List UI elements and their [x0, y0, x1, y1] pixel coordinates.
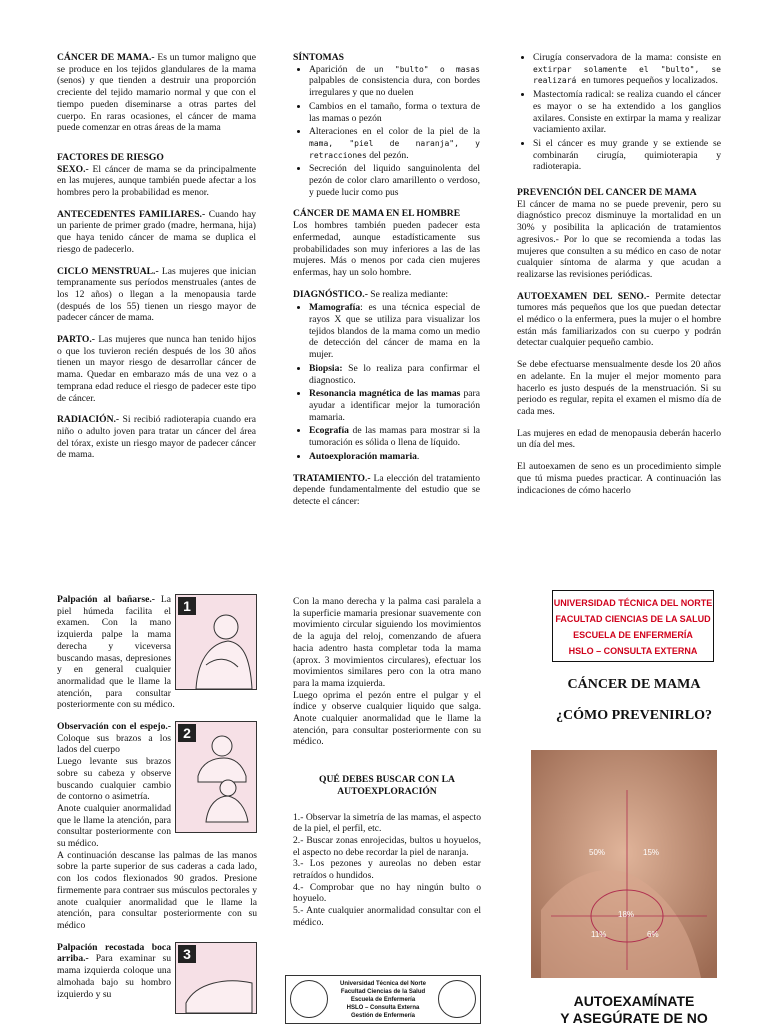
paragraph: Luego levante sus brazos sobre su cabeza y observe buscando cualquier cambio de contorno o asimetría. — [57, 756, 171, 803]
ciclo-section: CICLO MENSTRUAL.- Las mujeres que inician tempranamente sus períodos menstruales (antes de los 12 años) o llegan a la menopausia tarde (después de los 55) tienen un riesgo mayor de padecer cáncer de mama. — [57, 265, 256, 324]
university-seal-icon — [290, 980, 328, 1018]
cover-bottom-title — [520, 993, 748, 1027]
diagnostico-list — [293, 302, 480, 462]
breast-photo-illustration — [531, 750, 717, 978]
list-item: 4.- Comprobar que no hay ningún bulto o hoyuelo. — [293, 881, 481, 905]
breast-quadrant-photo — [531, 750, 717, 978]
list-item: • Resonancia magnética de las mamas para ayudar a identificar mejor la tumoración mamaria. — [309, 388, 480, 423]
quadrant-label: 50% — [589, 848, 606, 857]
tratamiento-section: TRATAMIENTO.- La elección del tratamiento depende fundamentalmente del estudio que se detecte el cáncer: — [293, 472, 480, 507]
figure-2 — [175, 721, 257, 833]
stamp-line: Escuela de Enfermería — [350, 997, 416, 1003]
quadrant-label: 6% — [647, 930, 659, 939]
paragraph: El autoexamen de seno es un procedimiento simple que tú misma puedes practicar. A continuación las indicaciones de cómo hacerlo — [517, 461, 721, 496]
paragraph: A continuación descanse las palmas de las manos sobre la parte superior de sus caderas a cada lado, con los codos flexionados 90 grados. Presione firmemente para contraer sus músculos pectorales y anote cualquier anormalidad que le llame la atención, para consultar posteriormente con su médico — [57, 849, 257, 931]
list-item: • Mamografía: es una técnica especial de rayos X que se utiliza para visualizar los tejidos blandos de la mama como un medio de detección del cáncer de mama en la mujer. — [309, 302, 480, 361]
column-4 — [57, 594, 257, 1024]
quadrant-label: 18% — [618, 910, 635, 919]
title-line: AUTOEXAMÍNATE — [573, 993, 695, 1009]
list-item: 2.- Buscar zonas enrojecidas, bultos u hoyuelos, el aspecto no debe recordar la piel de naranja. — [293, 834, 481, 858]
autoexamen-section: AUTOEXAMEN DEL SENO.- Permite detectar tumores más pequeños que los que puedan detectar el médico o la enfermera, pues la mujer o el hombre están más familiarizados con su cuerpo y podrán detectar cualquier pequeño cambio. — [517, 290, 721, 349]
list-item: • Mastectomía radical: se realiza cuando el cáncer es mayor o se ha extendido a los ganglios axilares. Consiste en extirpar la mama y realizar vaciamiento axilar. — [533, 89, 721, 136]
sintomas-list — [293, 64, 480, 199]
paragraph: Con la mano derecha y la palma casi paralela a la superficie mamaria presionar suavemente con movimiento circular siguiendo los movimientos de la aguja del reloj, comenzando de afuera hacia adentro hasta completar toda la mama (aprox. 3 movimientos circulares), efectuar los movimientos similares pero con la otra mano para la mama izquierda. — [293, 596, 481, 689]
list-item: • Cambios en el tamaño, forma o textura de las mamas o pezón — [309, 101, 480, 124]
paragraph: Anote cualquier anormalidad que le llame la atención, para consultar posteriormente con su médico. — [57, 802, 171, 850]
buscar-heading: QUÉ DEBES BUSCAR CON LA AUTOEXPLORACIÓN — [319, 774, 455, 797]
institution-line: ESCUELA DE ENFERMERÍA — [573, 630, 693, 640]
quadrant-label: 11% — [591, 930, 607, 939]
paragraph: Luego oprima el pezón entre el pulgar y el índice y observe cualquier liquido que salga. Anote cualquier anormalidad que le llame la atención, para consultar posteriormente con su médico. — [293, 689, 481, 748]
institution-line: HSLO – CONSULTA EXTERNA — [568, 646, 698, 656]
tratamiento-list — [517, 52, 721, 173]
antecedentes-section: ANTECEDENTES FAMILIARES.- Cuando hay un pariente de primer grado (madre, hermana, hija) que haya tenido cáncer de mama se duplica el riesgo de padecerlo. — [57, 208, 256, 255]
figure-3 — [175, 942, 257, 1014]
paragraph: Las mujeres en edad de menopausia deberán hacerlo un día del mes. — [517, 427, 721, 451]
sintomas-heading: SÍNTOMAS — [293, 52, 345, 63]
title-line: Y ASEGÚRATE DE NO — [560, 1010, 708, 1026]
institution-line: UNIVERSIDAD TÉCNICA DEL NORTE — [553, 598, 713, 608]
list-item: • Autoexploración mamaria. — [309, 451, 480, 463]
institution-stamp — [285, 975, 481, 1024]
list-item: 5.- Ante cualquier anormalidad consultar con el médico. — [293, 905, 481, 928]
diagnostico-intro: DIAGNÓSTICO.- Se realiza mediante: — [293, 288, 449, 300]
list-item: 3.- Los pezones y aureolas no deben estar retraídos o hundidos. — [293, 858, 481, 882]
figure-1 — [175, 594, 257, 690]
figure-number: 1 — [178, 597, 196, 615]
column-2 — [293, 52, 480, 518]
radiacion-section: RADIACIÓN.- Si recibió radioterapia cuando era niño o adulto joven para tratar un cáncer del área del tórax, existe un riesgo mayor de padecer cáncer de mama. — [57, 414, 256, 461]
list-item: • Biopsia: Se lo realiza para confirmar el diagnostico. — [309, 363, 480, 386]
column-3 — [517, 52, 721, 506]
figure-number: 2 — [178, 724, 196, 742]
list-item: • Cirugía conservadora de la mama: consiste en extirpar solamente el "bulto", se realizará en tumores pequeños y localizados. — [533, 52, 721, 87]
institution-box — [552, 590, 714, 662]
prevencion-section: PREVENCIÓN DEL CANCER DE MAMA El cáncer de mama no se puede prevenir, pero su diagnóstico precoz disminuye la mortalidad en un 30% y posibilita la aplicación de tratamientos agresivos.- Por lo que se recomienda a todas las mujeres que consulten a su médico en caso de notar cualquier síntoma de alarma y que acudan a realizarse las revisiones periódicas. — [517, 187, 721, 280]
list-item: • Alteraciones en el color de la piel de la mama, "piel de naranja", y retracciones del pezón. — [309, 126, 480, 161]
column-5 — [293, 596, 481, 929]
cover-title: CÁNCER DE MAMA — [567, 677, 701, 692]
palpacion-bano: Palpación al bañarse.- La piel húmeda facilita el examen. Con la mano izquierda palpe la mama derecha y viceversa buscando masas, depresiones y en general cualquier anormalidad que le llame la atención, para consultar posteriormente con su médico. — [57, 594, 175, 711]
cancer-definition: CÁNCER DE MAMA.- Es un tumor maligno que se produce en los tejidos glandulares de la mama (senos) y que tienden a destruir una proporción creciente del tejido mamario normal y que con el tiempo pueden diseminarse a otras partes del cuerpo. En raras ocasiones, el cáncer de mama puede comenzar en otras áreas de la mama — [57, 52, 256, 134]
list-item: • Aparición de un "bulto" o masas palpables de consistencia dura, con bordes irregulares y que no duelen — [309, 64, 480, 99]
palpacion-recostada: Palpación recostada boca arriba.- Para examinar su mama izquierda coloque una almohada bajo su hombro izquierdo y su — [57, 941, 171, 1000]
list-item: • Si el cáncer es muy grande y se extiende se combinarán cirugía, quimioterapia y radioterapia. — [533, 138, 721, 173]
list-item: • Secreción del liquido sanguinolenta del pezón de color claro amarillento o verdoso, y puede lucir como pus — [309, 163, 480, 198]
stamp-line: Facultad Ciencias de la Salud — [340, 989, 426, 995]
factores-section: FACTORES DE RIESGO SEXO.- El cáncer de mama se da principalmente en las mujeres, aunque también puede afectar a los hombres pero la probabilidad es menor. — [57, 151, 256, 199]
stamp-line: HSLO – Consulta Externa — [346, 1005, 420, 1011]
hombre-section: CÁNCER DE MAMA EN EL HOMBRE Los hombres también pueden padecer esta enfermedad, aunque estadísticamente sus probabilidades son muy inferiores a las de las mujeres. Más o menos por cada cien mujeres enfermas, hay un solo hombre. — [293, 208, 480, 278]
column-1 — [57, 52, 256, 471]
stamp-line: Universidad Técnica del Norte — [339, 981, 427, 987]
cover-subtitle: ¿CÓMO PREVENIRLO? — [556, 708, 712, 723]
list-item: 1.- Observar la simetría de las mamas, el aspecto de la piel, el perfil, etc. — [293, 811, 481, 835]
institution-line: FACULTAD CIENCIAS DE LA SALUD — [555, 614, 711, 624]
figure-number: 3 — [178, 945, 196, 963]
parto-section: PARTO.- Las mujeres que nunca han tenido hijos o que los tuvieron recién después de los 30 años tienen un mayor riesgo de desarrollar cáncer de mama. Quedar en embarazo más de una vez o a temprana edad reduce el riesgo de padecer este tipo de cáncer. — [57, 334, 256, 404]
observacion-espejo: Observación con el espejo.- Coloque sus brazos a los lados del cuerpo — [57, 721, 171, 756]
paragraph: Se debe efectuarse mensualmente desde los 20 años en adelante. En la mujer el mejor momento para hacerlo es justo después de la menstruación. Si su periodo es regular, repita el examen el mismo día de cada mes. — [517, 359, 721, 417]
list-item: • Ecografía de las mamas para mostrar si la tumoración es sólida o llena de líquido. — [309, 425, 480, 448]
hospital-seal-icon — [438, 980, 476, 1018]
stamp-line: Gestión de Enfermería — [350, 1013, 416, 1019]
quadrant-label: 15% — [643, 848, 660, 857]
